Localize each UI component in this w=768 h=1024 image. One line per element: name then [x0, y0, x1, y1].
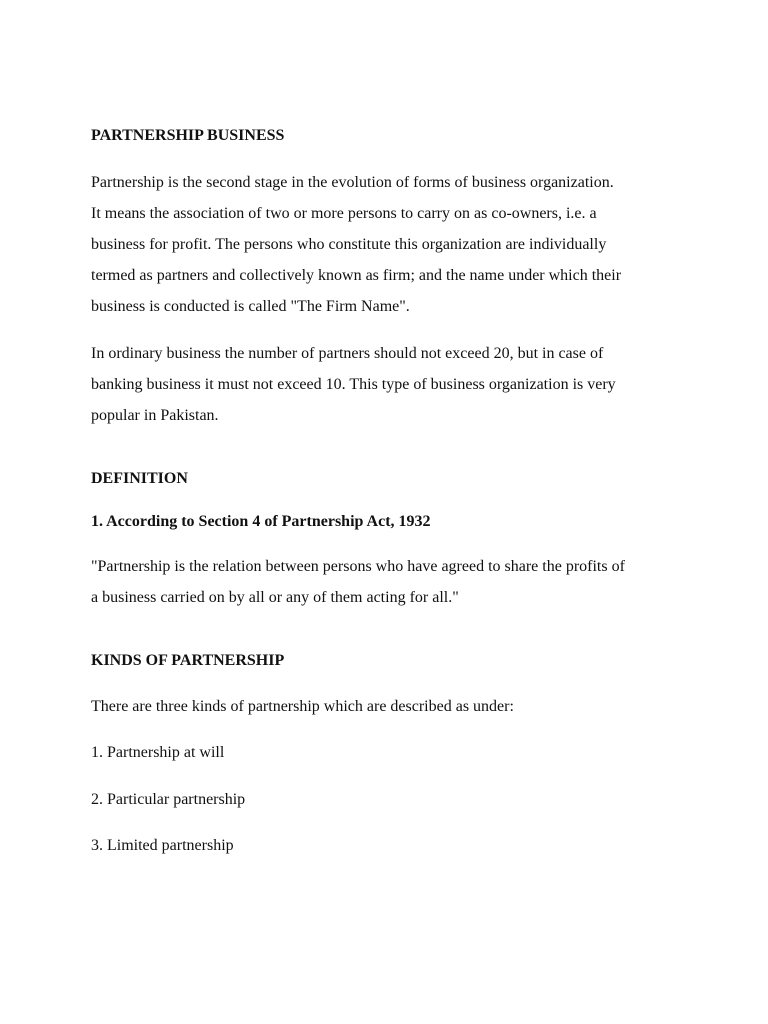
list-item: 3. Limited partnership	[91, 837, 234, 854]
subheading-section-4: 1. According to Section 4 of Partnership Act, 1932	[91, 513, 431, 530]
paragraph-line: "Partnership is the relation between persons who have agreed to share the profits of	[91, 558, 625, 575]
heading-definition: DEFINITION	[91, 470, 188, 487]
paragraph-line: Partnership is the second stage in the evolution of forms of business organization.	[91, 174, 614, 191]
paragraph-line: termed as partners and collectively known as firm; and the name under which their	[91, 267, 622, 284]
heading-partnership-business: PARTNERSHIP BUSINESS	[91, 127, 285, 144]
paragraph-partner-limits	[91, 338, 691, 431]
paragraph-line: banking business it must not exceed 10. This type of business organization is very	[91, 376, 616, 393]
paragraph-line: In ordinary business the number of partners should not exceed 20, but in case of	[91, 345, 604, 362]
list-item: 1. Partnership at will	[91, 744, 225, 761]
heading-kinds-of-partnership: KINDS OF PARTNERSHIP	[91, 652, 285, 669]
paragraph-line: business for profit. The persons who constitute this organization are individually	[91, 236, 607, 253]
paragraph-definition-quote	[91, 551, 691, 613]
paragraph-line: a business carried on by all or any of them acting for all."	[91, 589, 459, 606]
list-item: 2. Particular partnership	[91, 791, 246, 808]
paragraph-line: business is conducted is called "The Firm Name".	[91, 298, 410, 315]
paragraph-line: It means the association of two or more persons to carry on as co-owners, i.e. a	[91, 205, 597, 222]
paragraph-kinds-intro: There are three kinds of partnership which are described as under:	[91, 698, 514, 715]
paragraph-line: popular in Pakistan.	[91, 407, 219, 424]
paragraph-intro	[91, 167, 691, 322]
